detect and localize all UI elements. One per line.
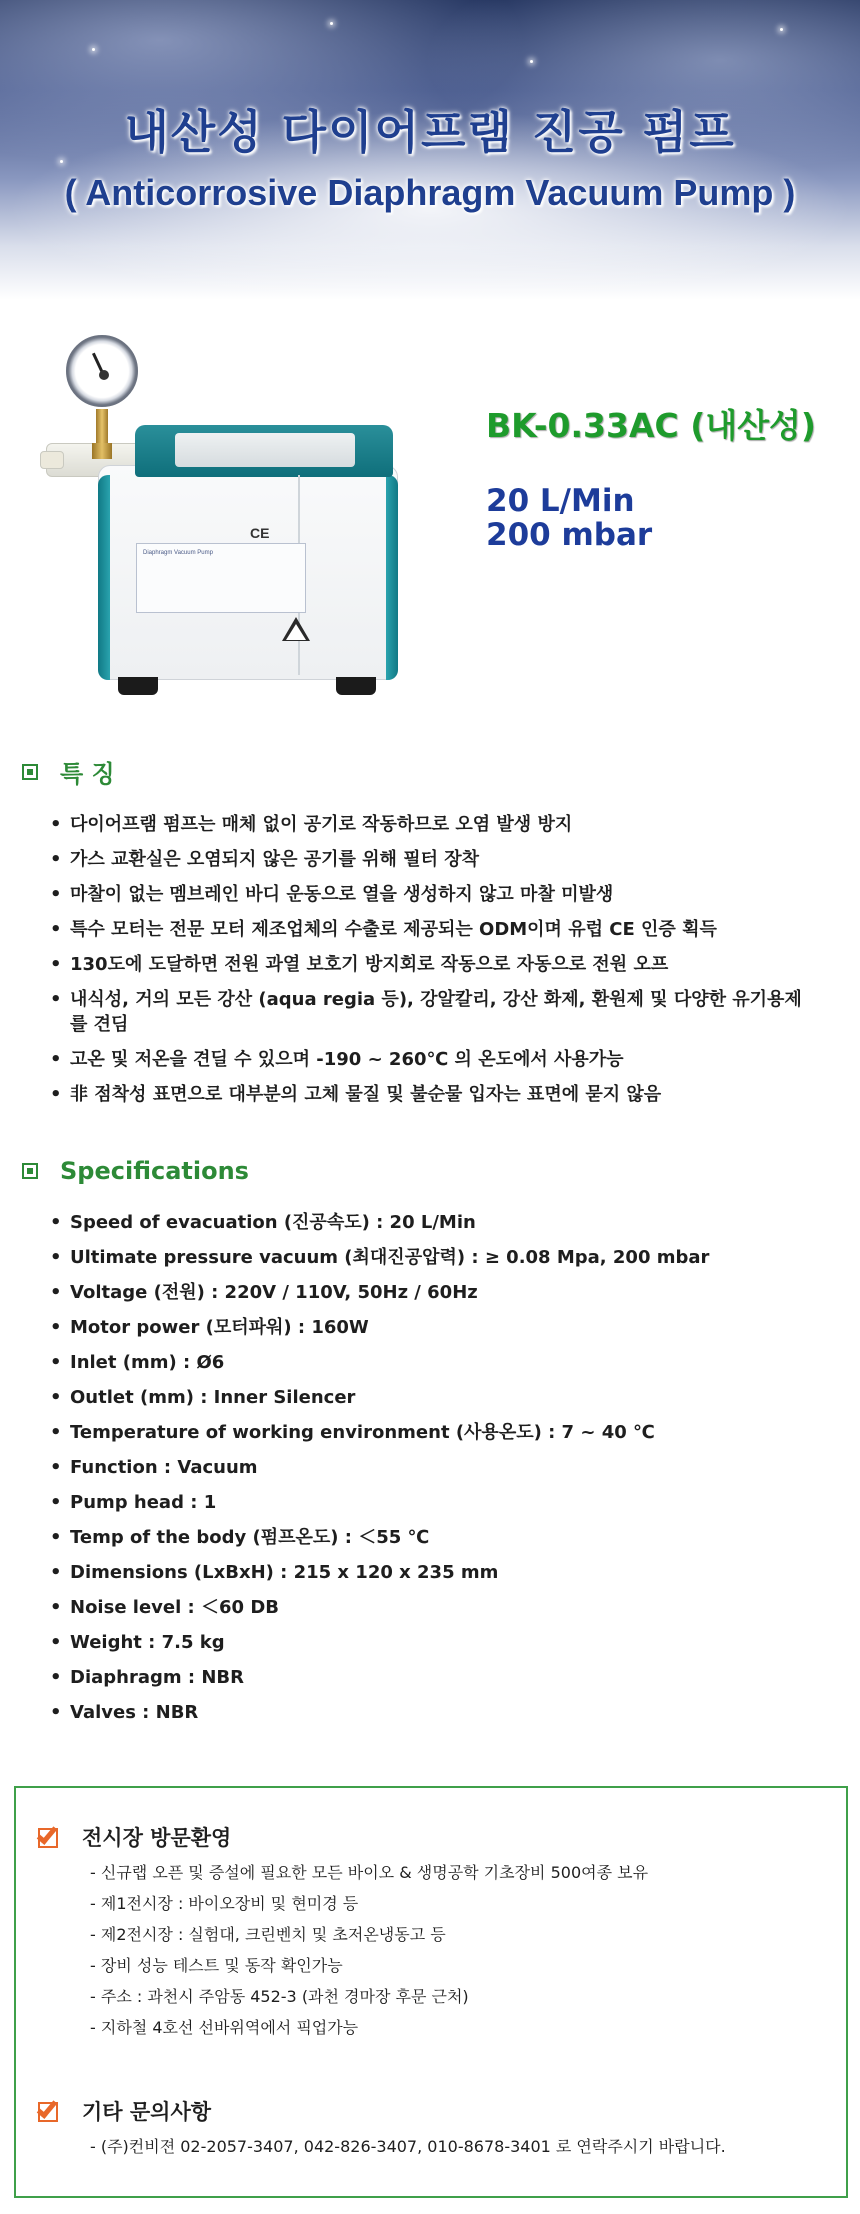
list-item: • Dimensions (LxBxH) : 215 x 120 x 235 mm	[50, 1560, 840, 1585]
contact-details	[90, 2136, 726, 2167]
pump-lid	[135, 425, 393, 477]
features-list	[50, 812, 840, 1117]
list-item: • Outlet (mm) : Inner Silencer	[50, 1385, 840, 1410]
hero-banner	[0, 0, 860, 300]
page-title: 내산성 다이어프램 진공 펌프	[124, 105, 736, 159]
pump-trim-right	[386, 475, 398, 680]
pump-trim-left	[98, 475, 110, 680]
list-item: • 가스 교환실은 오염되지 않은 공기를 위해 필터 장착	[50, 847, 840, 872]
list-item: • Ultimate pressure vacuum (최대진공압력) : ≥ 0.08 Mpa, 200 mbar	[50, 1245, 840, 1270]
list-item: • Temperature of working environment (사용온도) : 7 ~ 40 ℃	[50, 1420, 840, 1445]
list-item: • Inlet (mm) : Ø6	[50, 1350, 840, 1375]
list-item: • Speed of evacuation (진공속도) : 20 L/Min	[50, 1210, 840, 1235]
product-image	[40, 325, 400, 705]
list-item: - 주소 : 과천시 주암동 452-3 (과천 경마장 후문 근처)	[90, 1987, 469, 2006]
contact-title: 기타 문의사항	[82, 2100, 212, 2124]
specifications-heading	[22, 1157, 249, 1185]
list-item: • 내식성, 거의 모든 강산 (aqua regia 등), 강알칼리, 강산 화제, 환원제 및 다양한 유기용제를 견딤	[50, 987, 810, 1037]
star-decoration	[330, 22, 333, 25]
list-item: • 특수 모터는 전문 모터 제조업체의 수출로 제공되는 ODM이며 유럽 CE 인증 획득	[50, 917, 840, 942]
list-item: • Noise level : ＜60 DB	[50, 1595, 840, 1620]
list-item: • Valves : NBR	[50, 1700, 840, 1725]
star-decoration	[530, 60, 533, 63]
list-item: • 非 점착성 표면으로 대부분의 고체 물질 및 불순물 입자는 표면에 묻지 않음	[50, 1082, 840, 1107]
list-item: • Pump head : 1	[50, 1490, 840, 1515]
features-heading	[22, 754, 115, 789]
checkbox-check-icon	[38, 1824, 66, 1850]
list-item: - 제2전시장 : 실험대, 크린벤치 및 초저온냉동고 등	[90, 1925, 446, 1944]
showroom-heading	[38, 1822, 231, 1852]
showroom-title: 전시장 방문환영	[82, 1826, 232, 1850]
list-item: • 고온 및 저온을 견딜 수 있으며 -190 ~ 260℃ 의 온도에서 사용가능	[50, 1047, 840, 1072]
ultimate-pressure: 200 mbar	[486, 517, 653, 553]
warning-icon-inner	[286, 624, 306, 640]
square-bullet-icon	[22, 764, 38, 780]
list-item: • 마찰이 없는 멤브레인 바디 운동으로 열을 생성하지 않고 마찰 미발생	[50, 882, 840, 907]
list-item: - 지하철 4호선 선바위역에서 픽업가능	[90, 2018, 359, 2037]
contact-heading	[38, 2096, 211, 2126]
pressure-gauge-icon	[66, 335, 138, 407]
list-item: - 장비 성능 테스트 및 동작 확인가능	[90, 1956, 343, 1975]
specifications-list	[50, 1210, 840, 1735]
label-plate	[136, 543, 306, 613]
list-item: • Diaphragm : NBR	[50, 1665, 840, 1690]
star-decoration	[780, 28, 783, 31]
square-bullet-icon	[22, 1163, 38, 1179]
list-item: - 제1전시장 : 바이오장비 및 현미경 등	[90, 1894, 359, 1913]
pump-lid-panel	[175, 433, 355, 467]
ce-mark: CE	[250, 525, 270, 541]
list-item: • Temp of the body (펌프온도) : ＜55 ℃	[50, 1525, 840, 1550]
list-item: • Function : Vacuum	[50, 1455, 840, 1480]
pump-foot	[336, 677, 376, 695]
list-item: • Motor power (모터파워) : 160W	[50, 1315, 840, 1340]
pipe-inlet	[40, 451, 64, 469]
model-name: BK-0.33AC (내산성)	[486, 406, 817, 445]
pump-foot	[118, 677, 158, 695]
list-item: • 130도에 도달하면 전원 과열 보호기 방지회로 작동으로 자동으로 전원 오프	[50, 952, 840, 977]
list-item: • Weight : 7.5 kg	[50, 1630, 840, 1655]
label-plate-title: Diaphragm Vacuum Pump	[143, 550, 213, 556]
list-item: • 다이어프램 펌프는 매체 없이 공기로 작동하므로 오염 발생 방지	[50, 812, 840, 837]
info-box	[14, 1786, 848, 2198]
specifications-title: Specifications	[60, 1157, 249, 1185]
flow-rate: 20 L/Min	[486, 483, 635, 519]
list-item: - (주)컨비젼 02-2057-3407, 042-826-3407, 010-8678-3401 로 연락주시기 바랍니다.	[90, 2137, 726, 2156]
list-item: - 신규랩 오픈 및 증설에 필요한 모든 바이오 & 생명공학 기초장비 500여종 보유	[90, 1863, 649, 1882]
page-subtitle: ( Anticorrosive Diaphragm Vacuum Pump )	[64, 172, 796, 213]
checkbox-check-icon	[38, 2098, 66, 2124]
star-decoration	[92, 48, 95, 51]
list-item: • Voltage (전원) : 220V / 110V, 50Hz / 60Hz	[50, 1280, 840, 1305]
gauge-hub	[99, 370, 109, 380]
showroom-details	[90, 1862, 648, 2048]
gauge-nut	[92, 443, 112, 459]
features-title: 특 징	[60, 760, 115, 788]
